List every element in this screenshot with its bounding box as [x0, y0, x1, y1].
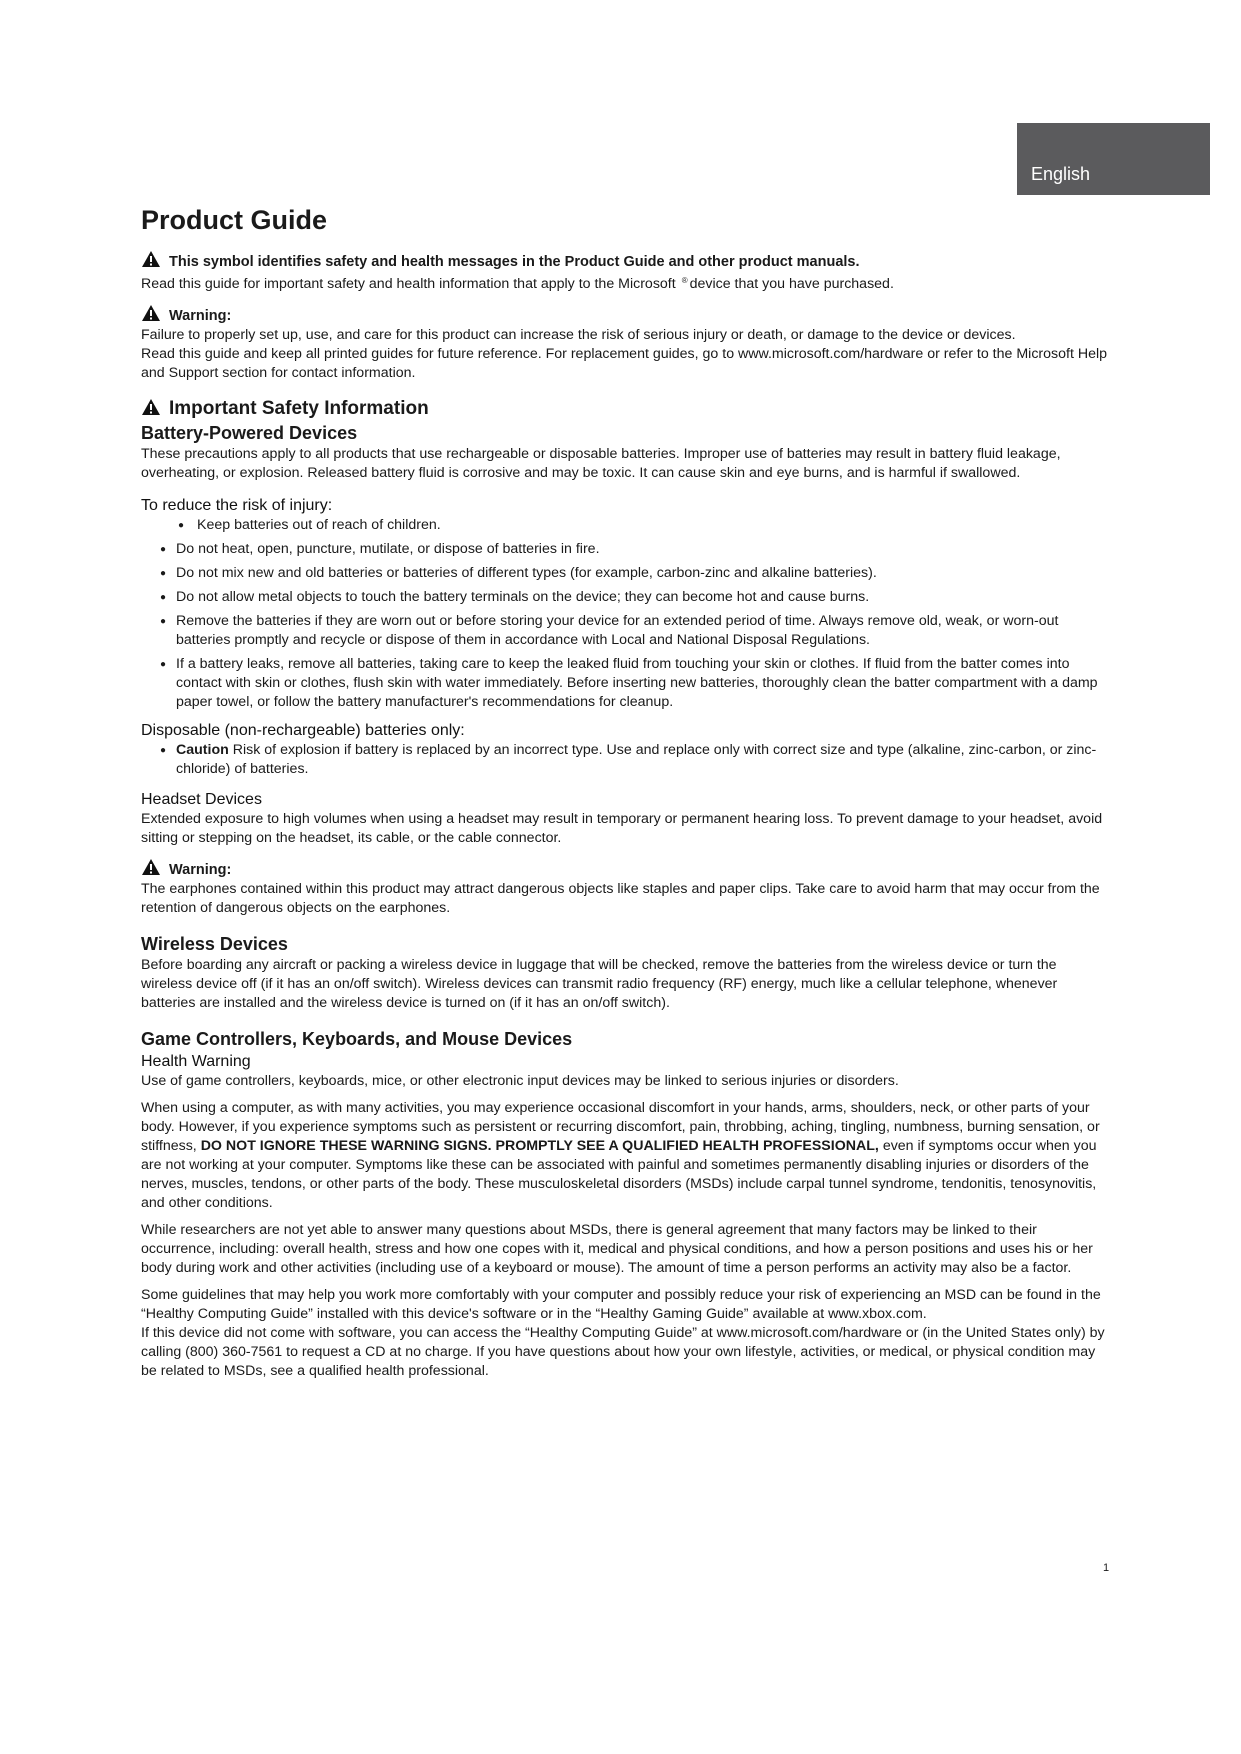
list-item: ● Remove the batteries if they are worn out or before storing your device for an extended period of time. Always remove old, weak, or worn-out batteries promptly and recycle or dispose of them in accordance with Local and National Disposal Regulations.	[141, 612, 1111, 650]
language-tab: English	[1017, 123, 1210, 195]
safety-symbol-note	[141, 250, 1111, 271]
intro-read-line	[141, 271, 1111, 294]
list-item: ● If a battery leaks, remove all batteries, taking care to keep the leaked fluid from touching your skin or clothes. If fluid from the batter comes into contact with skin or clothes, flush skin with water immediately. Before inserting new batteries, thoroughly clean the batter compartment with a damp paper towel, or follow the battery manufacturer's recommendations for cleanup.	[141, 655, 1111, 712]
health-warning-caps: DO NOT IGNORE THESE WARNING SIGNS. PROMPTLY SEE A QUALIFIED HEALTH PROFESSIONAL,	[200, 1138, 879, 1154]
health-paragraph: While researchers are not yet able to answer many questions about MSDs, there is general agreement that many factors may be linked to their occurrence, including: overall health, stress and how one copes with it, medical and physical conditions, and how a person positions and uses his or her body during work and other activities (including use of a keyboard or mouse). The amount of time a person performs an activity may also be a factor.	[141, 1222, 1093, 1276]
headset-body: Extended exposure to high volumes when using a headset may result in temporary or permanent hearing loss. To prevent damage to your headset, avoid sitting or stepping on the headset, its cable, or the cable connector.	[141, 811, 1103, 846]
list-item	[141, 741, 1111, 779]
warning-triangle-icon	[141, 250, 161, 268]
game-heading: Game Controllers, Keyboards, and Mouse Devices	[141, 1029, 573, 1049]
caution-list	[141, 741, 1111, 779]
warning-triangle-icon	[141, 398, 161, 416]
document-body	[141, 204, 1111, 1381]
caution-label: Caution	[176, 742, 229, 758]
health-text: When using a computer, as with many activities, you may experience occasional discomfort in your hands, arms, shoulders, neck, or other parts of your body. However, if you experience symptoms such as persistent or recurring discomfort, pain, throbbing, aching, tingling, numbness, burning sensation, or stiffness,	[141, 1100, 1100, 1154]
warning-label-text: Warning:	[169, 862, 232, 878]
list-item: ● Do not heat, open, puncture, mutilate, or dispose of batteries in fire.	[141, 540, 1111, 559]
list-item: ● Do not allow metal objects to touch the battery terminals on the device; they can become hot and cause burns.	[141, 588, 1111, 607]
battery-heading: Battery-Powered Devices	[141, 423, 358, 443]
warning-label	[141, 304, 1111, 326]
warning-text: Read this guide and keep all printed guides for future reference. For replacement guides, go to www.microsoft.com/hardware or refer to the Microsoft Help and Support section for contact information.	[141, 346, 1108, 381]
section-heading	[141, 397, 1111, 421]
reduce-risk-heading: To reduce the risk of injury:	[141, 497, 333, 514]
warning-label	[141, 858, 1111, 880]
registered-mark: ®	[681, 276, 688, 285]
health-warning-heading: Health Warning	[141, 1053, 251, 1070]
disposable-heading: Disposable (non-rechargeable) batteries only:	[141, 722, 465, 739]
health-paragraph	[141, 1099, 1111, 1213]
headset-heading: Headset Devices	[141, 791, 262, 808]
health-text: even if symptoms occur when you are not working at your computer. Symptoms like these can be associated with painful and sometimes permanently disabling injuries or disorders of the nerves, muscles, tendons, or other parts of the body. These musculoskeletal disorders (MSDs) include carpal tunnel syndrome, tendonitis, tenosynovitis, and other conditions.	[141, 1138, 1097, 1211]
warning-triangle-icon	[141, 304, 161, 322]
wireless-heading: Wireless Devices	[141, 934, 288, 954]
battery-bullet-list	[141, 516, 1111, 712]
caution-text: Risk of explosion if battery is replaced by an incorrect type. Use and replace only with correct size and type (alkaline, zinc-carbon, or zinc-chloride) of batteries.	[176, 742, 1097, 777]
symbol-text: This symbol identifies safety and health messages in the Product Guide and other product manuals.	[169, 254, 860, 270]
health-paragraph: If this device did not come with software, you can access the “Healthy Computing Guide” at www.microsoft.com/hardware or (in the United States only) by calling (800) 360-7561 to request a CD at no charge. If you have questions about how your own lifestyle, activities, or medical, or physical condition may be related to MSDs, see a qualified health professional.	[141, 1325, 1105, 1379]
page-number: 1	[1103, 1562, 1110, 1574]
list-item: ● Do not mix new and old batteries or batteries of different types (for example, carbon-zinc and alkaline batteries).	[141, 564, 1111, 583]
warning-text: The earphones contained within this product may attract dangerous objects like staples and paper clips. Take care to avoid harm that may occur from the retention of dangerous objects on the earphones.	[141, 881, 1100, 916]
health-paragraph: Some guidelines that may help you work more comfortably with your computer and possibly reduce your risk of experiencing an MSD can be found in the “Healthy Computing Guide” installed with this device's software or in the “Healthy Gaming Guide” available at www.xbox.com.	[141, 1287, 1101, 1322]
list-item: ● Keep batteries out of reach of children.	[141, 516, 1111, 535]
warning-label-text: Warning:	[169, 308, 232, 324]
wireless-body: Before boarding any aircraft or packing a wireless device in luggage that will be checked, remove the batteries from the wireless device or turn the wireless device off (if it has an on/off switch). Wireless devices can transmit radio frequency (RF) energy, much like a cellular telephone, whenever batteries are installed and the wireless device is turned on (if it has an on/off switch).	[141, 957, 1058, 1011]
read-text: Read this guide for important safety and health information that apply to the Microsoft	[141, 276, 676, 292]
section-heading-text: Important Safety Information	[169, 398, 429, 419]
health-paragraph: Use of game controllers, keyboards, mice, or other electronic input devices may be linked to serious injuries or disorders.	[141, 1073, 899, 1089]
read-text-end: device that you have purchased.	[689, 276, 894, 292]
page-title: Product Guide	[141, 205, 328, 235]
battery-body: These precautions apply to all products that use rechargeable or disposable batteries. Improper use of batteries may result in battery fluid leakage, overheating, or explosion. Released battery fluid is corrosive and may be toxic. It can cause skin and eye burns, and is harmful if swallowed.	[141, 446, 1061, 481]
warning-text: Failure to properly set up, use, and care for this product can increase the risk of serious injury or death, or damage to the device or devices.	[141, 327, 1016, 343]
warning-triangle-icon	[141, 858, 161, 876]
